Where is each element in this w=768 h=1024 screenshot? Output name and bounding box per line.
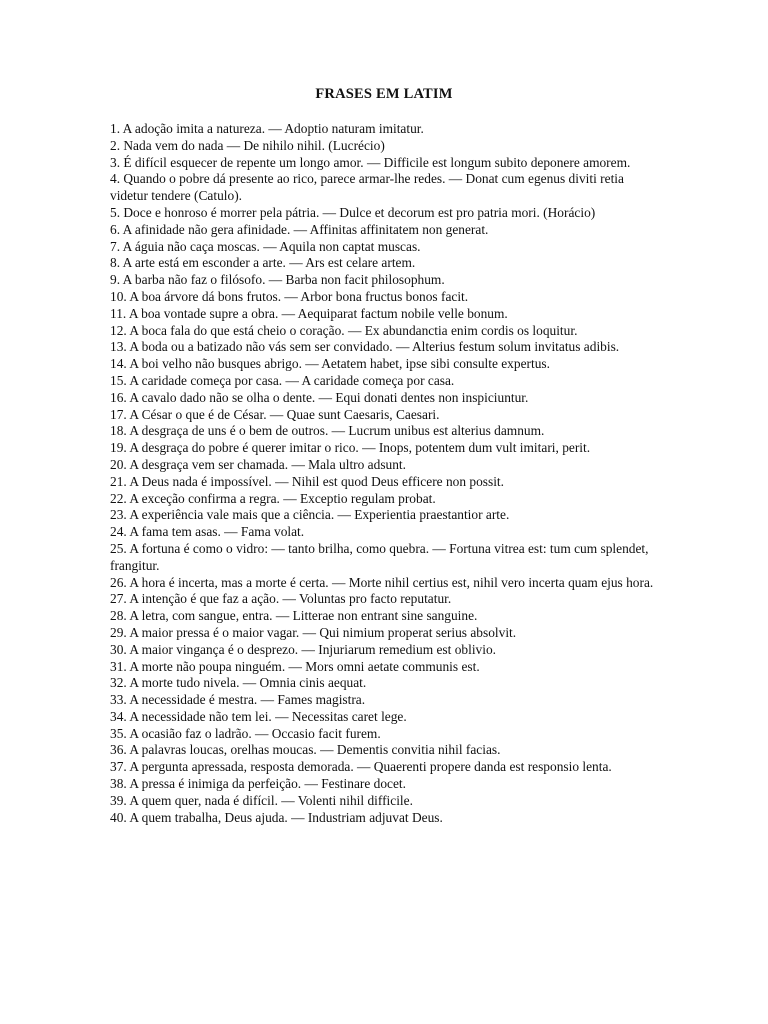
document-title: FRASES EM LATIM xyxy=(315,86,453,102)
phrase-item: 34. A necessidade não tem lei. — Necessitas caret lege. xyxy=(110,708,407,724)
phrase-list xyxy=(110,121,660,826)
phrase-item: 24. A fama tem asas. — Fama volat. xyxy=(110,524,305,540)
phrase-item: 27. A intenção é que faz a ação. — Voluntas pro facto reputatur. xyxy=(110,591,452,607)
phrase-item: 26. A hora é incerta, mas a morte é certa. — Morte nihil certius est, nihil vero incerta quam ejus hora. xyxy=(110,574,654,590)
phrase-item: 13. A boda ou a batizado não vás sem ser convidado. — Alterius festum solum invitatus adibis. xyxy=(110,339,620,355)
phrase-item: 35. A ocasião faz o ladrão. — Occasio facit furem. xyxy=(110,725,381,741)
phrase-item: 3. É difícil esquecer de repente um longo amor. — Difficile est longum subito deponere amorem. xyxy=(110,154,631,170)
phrase-item: 21. A Deus nada é impossível. — Nihil est quod Deus efficere non possit. xyxy=(110,473,504,489)
phrase-item: 15. A caridade começa por casa. — A caridade começa por casa. xyxy=(110,372,455,388)
phrase-item: 1. A adoção imita a natureza. — Adoptio naturam imitatur. xyxy=(110,121,424,136)
phrase-item: 12. A boca fala do que está cheio o coração. — Ex abundanctia enim cordis os loquitur. xyxy=(110,322,578,338)
phrase-item: 18. A desgraça de uns é o bem de outros. — Lucrum unibus est alterius damnum. xyxy=(110,423,545,439)
phrase-item: 8. A arte está em esconder a arte. — Ars est celare artem. xyxy=(110,255,416,271)
phrase-item: 11. A boa vontade supre a obra. — Aequiparat factum nobile velle bonum. xyxy=(110,305,508,321)
phrase-item: 31. A morte não poupa ninguém. — Mors omni aetate communis est. xyxy=(110,658,480,674)
phrase-item: 9. A barba não faz o filósofo. — Barba non facit philosophum. xyxy=(110,272,445,288)
phrase-item: 23. A experiência vale mais que a ciência. — Experientia praestantior arte. xyxy=(110,507,510,523)
phrase-item: 16. A cavalo dado não se olha o dente. — Equi donati dentes non inspiciuntur. xyxy=(110,389,529,405)
phrase-item: 32. A morte tudo nivela. — Omnia cinis aequat. xyxy=(110,675,367,691)
phrase-item: 28. A letra, com sangue, entra. — Litterae non entrant sine sanguine. xyxy=(110,608,478,624)
phrase-item: 2. Nada vem do nada — De nihilo nihil. (Lucrécio) xyxy=(110,137,385,153)
phrase-item: 14. A boi velho não busques abrigo. — Aetatem habet, ipse sibi consulte expertus. xyxy=(110,356,550,372)
phrase-item: 40. A quem trabalha, Deus ajuda. — Industriam adjuvat Deus. xyxy=(110,809,443,825)
phrase-item: 30. A maior vingança é o desprezo. — Injuriarum remedium est oblivio. xyxy=(110,641,496,657)
phrase-item: 22. A exceção confirma a regra. — Exceptio regulam probat. xyxy=(110,490,436,506)
phrase-item: 39. A quem quer, nada é difícil. — Volenti nihil difficile. xyxy=(110,792,413,808)
phrase-item: 25. A fortuna é como o vidro: — tanto brilha, como quebra. — Fortuna vitrea est: tum cum splendet, frangitur. xyxy=(110,540,649,573)
phrase-item: 33. A necessidade é mestra. — Fames magistra. xyxy=(110,692,366,708)
phrase-item: 7. A águia não caça moscas. — Aquila non captat muscas. xyxy=(110,238,421,254)
phrase-item: 36. A palavras loucas, orelhas moucas. — Dementis convitia nihil facias. xyxy=(110,742,501,758)
phrase-item: 29. A maior pressa é o maior vagar. — Qui nimium properat serius absolvit. xyxy=(110,624,517,640)
phrase-item: 37. A pergunta apressada, resposta demorada. — Quaerenti propere danda est responsio lenta. xyxy=(110,759,612,775)
phrase-item: 10. A boa árvore dá bons frutos. — Arbor bona fructus bonos facit. xyxy=(110,288,469,304)
phrase-item: 38. A pressa é inimiga da perfeição. — Festinare docet. xyxy=(110,776,406,792)
phrase-item: 4. Quando o pobre dá presente ao rico, parece armar-lhe redes. — Donat cum egenus diviti retia videtur tendere (Catulo). xyxy=(110,171,624,204)
phrase-item: 19. A desgraça do pobre é querer imitar o rico. — Inops, potentem dum vult imitari, perit. xyxy=(110,440,591,456)
phrase-item: 5. Doce e honroso é morrer pela pátria. — Dulce et decorum est pro patria mori. (Horácio) xyxy=(110,204,596,220)
phrase-item: 17. A César o que é de César. — Quae sunt Caesaris, Caesari. xyxy=(110,406,440,422)
phrase-item: 6. A afinidade não gera afinidade. — Affinitas affinitatem non generat. xyxy=(110,221,489,237)
phrase-item: 20. A desgraça vem ser chamada. — Mala ultro adsunt. xyxy=(110,456,406,472)
